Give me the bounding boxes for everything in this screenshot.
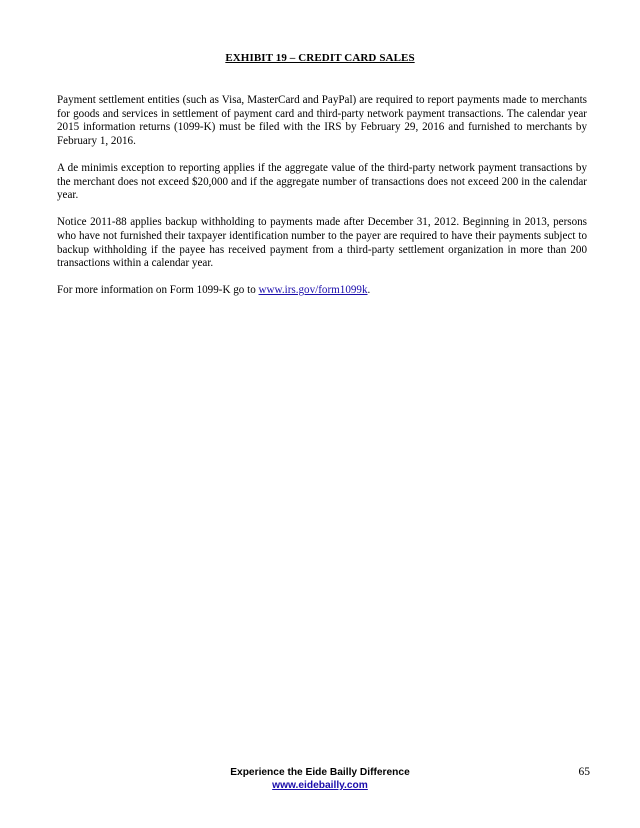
paragraph-more-info xyxy=(57,284,587,298)
footer-website-link[interactable]: www.eidebailly.com xyxy=(272,780,368,791)
page-number: 65 xyxy=(578,766,590,778)
more-info-period: . xyxy=(367,284,371,297)
footer-tagline: Experience the Eide Bailly Difference xyxy=(230,767,410,778)
irs-form1099k-link[interactable]: www.irs.gov/form1099k xyxy=(258,284,368,297)
paragraph-payment-settlement: Payment settlement entities (such as Visa, MasterCard and PayPal) are required to report payments made to merchants for goods and services in settlement of payment card and third-party network payment transactions. The calendar year 2015 information returns (1099-K) must be filed with the IRS by February 29, 2016 and furnished to merchants by February 1, 2016. xyxy=(57,94,587,147)
more-info-text: For more information on Form 1099-K go to xyxy=(57,284,259,297)
paragraph-de-minimis: A de minimis exception to reporting applies if the aggregate value of the third-party network payment transactions by the merchant does not exceed $20,000 and if the aggregate number of transactions does not exceed 200 in the calendar year. xyxy=(57,161,587,202)
page-title: EXHIBIT 19 – CREDIT CARD SALES xyxy=(225,52,415,64)
document-body xyxy=(57,94,587,312)
paragraph-backup-withholding: Notice 2011-88 applies backup withholding to payments made after December 31, 2012. Beginning in 2013, persons who have not furnished their taxpayer identification number to the payer are required to have their payments subject to backup withholding if the payee has received payment from a third-party settlement organization in more than 200 transactions within a calendar year. xyxy=(57,216,587,270)
